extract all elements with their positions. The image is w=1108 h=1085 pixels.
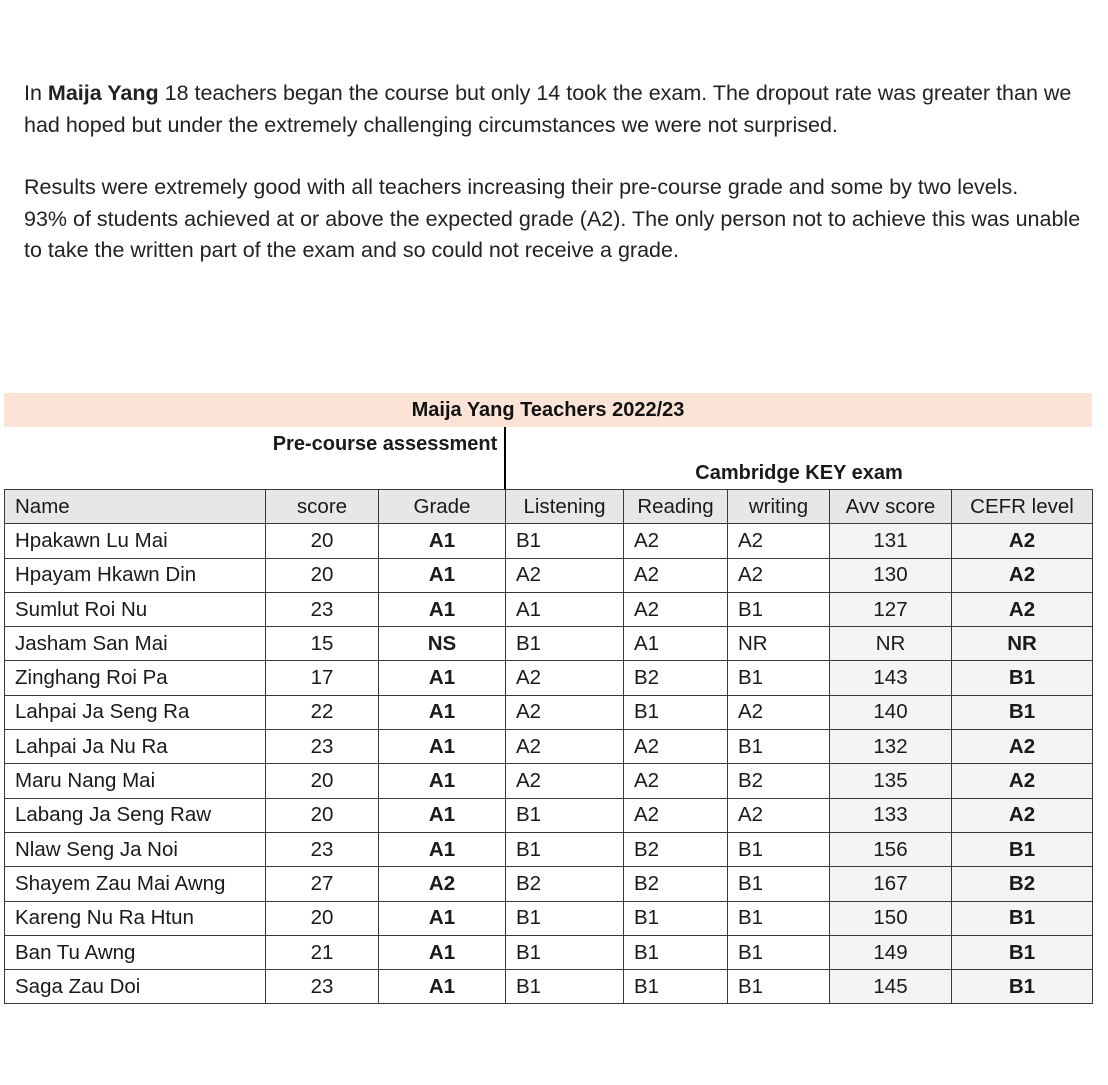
cell-cefr-level: B1 bbox=[952, 832, 1093, 866]
table-row bbox=[5, 627, 1093, 661]
cell-listening: A2 bbox=[506, 558, 624, 592]
cell-name: Ban Tu Awng bbox=[5, 935, 266, 969]
table-row bbox=[5, 558, 1093, 592]
cell-writing: B1 bbox=[728, 935, 830, 969]
intro-paragraph-2: Results were extremely good with all teachers increasing their pre-course grade and some by two levels. bbox=[24, 175, 1019, 199]
cell-cefr-level: B1 bbox=[952, 935, 1093, 969]
table-row bbox=[5, 970, 1093, 1004]
school-name: Maija Yang bbox=[47, 81, 159, 105]
table-row bbox=[5, 592, 1093, 626]
cell-grade: A1 bbox=[379, 798, 506, 832]
cell-grade: A1 bbox=[379, 901, 506, 935]
cell-name: Jasham San Mai bbox=[5, 627, 266, 661]
cell-score: 15 bbox=[266, 627, 379, 661]
cell-grade: A1 bbox=[379, 970, 506, 1004]
cell-writing: A2 bbox=[728, 695, 830, 729]
cell-cefr-level: A2 bbox=[952, 592, 1093, 626]
cell-score: 20 bbox=[266, 901, 379, 935]
table-row bbox=[5, 901, 1093, 935]
cell-score: 23 bbox=[266, 730, 379, 764]
cell-score: 20 bbox=[266, 524, 379, 558]
cell-avv-score: 149 bbox=[830, 935, 952, 969]
cell-listening: A2 bbox=[506, 730, 624, 764]
cell-writing: B1 bbox=[728, 832, 830, 866]
cell-grade: A1 bbox=[379, 592, 506, 626]
cell-reading: B2 bbox=[624, 867, 728, 901]
cell-grade: A2 bbox=[379, 867, 506, 901]
cell-grade: A1 bbox=[379, 558, 506, 592]
cell-grade: A1 bbox=[379, 695, 506, 729]
cell-score: 17 bbox=[266, 661, 379, 695]
cell-writing: B1 bbox=[728, 970, 830, 1004]
cell-listening: A1 bbox=[506, 592, 624, 626]
cell-cefr-level: NR bbox=[952, 627, 1093, 661]
cell-avv-score: 130 bbox=[830, 558, 952, 592]
results-sheet bbox=[4, 393, 1092, 1004]
intro-p1-post: 18 teachers began the course but only 14 took the exam. The dropout rate was greater than we had hoped but under the extremely challenging circumstances we were not surprised. bbox=[24, 81, 1072, 137]
cell-reading: A2 bbox=[624, 764, 728, 798]
table-row bbox=[5, 695, 1093, 729]
column-header-grade: Grade bbox=[379, 490, 506, 524]
cell-name: Saga Zau Doi bbox=[5, 970, 266, 1004]
cell-cefr-level: A2 bbox=[952, 764, 1093, 798]
cell-avv-score: 143 bbox=[830, 661, 952, 695]
cell-listening: B1 bbox=[506, 970, 624, 1004]
cell-cefr-level: B1 bbox=[952, 970, 1093, 1004]
column-header-score: score bbox=[266, 490, 379, 524]
table-row bbox=[5, 798, 1093, 832]
cell-avv-score: 167 bbox=[830, 867, 952, 901]
cell-name: Lahpai Ja Seng Ra bbox=[5, 695, 266, 729]
cell-grade: A1 bbox=[379, 832, 506, 866]
cell-name: Sumlut Roi Nu bbox=[5, 592, 266, 626]
cell-reading: B1 bbox=[624, 901, 728, 935]
cell-name: Kareng Nu Ra Htun bbox=[5, 901, 266, 935]
cell-writing: B1 bbox=[728, 730, 830, 764]
cell-avv-score: NR bbox=[830, 627, 952, 661]
cell-cefr-level: A2 bbox=[952, 798, 1093, 832]
cell-grade: A1 bbox=[379, 524, 506, 558]
cell-listening: A2 bbox=[506, 764, 624, 798]
intro-paragraph-3: 93% of students achieved at or above the expected grade (A2). The only person not to achieve this was unable to take the written part of the exam and so could not receive a grade. bbox=[24, 206, 1081, 262]
cell-listening: B2 bbox=[506, 867, 624, 901]
cell-score: 27 bbox=[266, 867, 379, 901]
column-header-reading: Reading bbox=[624, 490, 728, 524]
cell-grade: NS bbox=[379, 627, 506, 661]
cell-writing: NR bbox=[728, 627, 830, 661]
cell-name: Shayem Zau Mai Awng bbox=[5, 867, 266, 901]
table-row bbox=[5, 730, 1093, 764]
column-header-writing: writing bbox=[728, 490, 830, 524]
group-header-row bbox=[4, 427, 1092, 489]
cell-listening: B1 bbox=[506, 798, 624, 832]
intro-paragraph-1 bbox=[24, 78, 1084, 141]
table-row bbox=[5, 935, 1093, 969]
table-body bbox=[5, 524, 1093, 1004]
cell-score: 23 bbox=[266, 592, 379, 626]
cell-writing: A2 bbox=[728, 524, 830, 558]
table-row bbox=[5, 764, 1093, 798]
cell-listening: A2 bbox=[506, 695, 624, 729]
header-row bbox=[5, 490, 1093, 524]
cell-reading: A2 bbox=[624, 558, 728, 592]
cell-cefr-level: B2 bbox=[952, 867, 1093, 901]
table-row bbox=[5, 661, 1093, 695]
table-row bbox=[5, 524, 1093, 558]
cell-reading: B2 bbox=[624, 832, 728, 866]
cell-writing: A2 bbox=[728, 558, 830, 592]
cell-cefr-level: B1 bbox=[952, 695, 1093, 729]
cell-grade: A1 bbox=[379, 764, 506, 798]
cell-score: 23 bbox=[266, 970, 379, 1004]
cell-avv-score: 156 bbox=[830, 832, 952, 866]
cell-cefr-level: B1 bbox=[952, 661, 1093, 695]
cell-reading: B1 bbox=[624, 935, 728, 969]
cell-cefr-level: B1 bbox=[952, 901, 1093, 935]
cell-listening: B1 bbox=[506, 832, 624, 866]
column-header-listening: Listening bbox=[506, 490, 624, 524]
cell-reading: B1 bbox=[624, 695, 728, 729]
cell-reading: A1 bbox=[624, 627, 728, 661]
cell-score: 22 bbox=[266, 695, 379, 729]
cell-grade: A1 bbox=[379, 661, 506, 695]
cell-name: Maru Nang Mai bbox=[5, 764, 266, 798]
paragraph-gap bbox=[24, 141, 1084, 172]
cell-writing: B1 bbox=[728, 592, 830, 626]
table-title: Maija Yang Teachers 2022/23 bbox=[4, 393, 1092, 427]
table-row bbox=[5, 867, 1093, 901]
cell-avv-score: 131 bbox=[830, 524, 952, 558]
cell-score: 20 bbox=[266, 798, 379, 832]
cell-avv-score: 140 bbox=[830, 695, 952, 729]
cell-writing: B1 bbox=[728, 867, 830, 901]
column-header-cefr-level: CEFR level bbox=[952, 490, 1093, 524]
cell-grade: A1 bbox=[379, 935, 506, 969]
group-cambridge: Cambridge KEY exam bbox=[695, 462, 903, 484]
cell-score: 21 bbox=[266, 935, 379, 969]
cell-reading: B1 bbox=[624, 970, 728, 1004]
cell-score: 20 bbox=[266, 558, 379, 592]
cell-cefr-level: A2 bbox=[952, 558, 1093, 592]
cell-avv-score: 133 bbox=[830, 798, 952, 832]
cell-listening: B1 bbox=[506, 935, 624, 969]
cell-writing: A2 bbox=[728, 798, 830, 832]
intro-text bbox=[24, 78, 1084, 267]
cell-writing: B1 bbox=[728, 661, 830, 695]
cell-avv-score: 150 bbox=[830, 901, 952, 935]
column-header-name: Name bbox=[5, 490, 266, 524]
table-header bbox=[5, 490, 1093, 524]
cell-name: Hpayam Hkawn Din bbox=[5, 558, 266, 592]
group-pre-course: Pre-course assessment bbox=[272, 433, 498, 455]
cell-reading: B2 bbox=[624, 661, 728, 695]
cell-writing: B2 bbox=[728, 764, 830, 798]
cell-cefr-level: A2 bbox=[952, 524, 1093, 558]
cell-cefr-level: A2 bbox=[952, 730, 1093, 764]
cell-listening: A2 bbox=[506, 661, 624, 695]
cell-listening: B1 bbox=[506, 901, 624, 935]
results-table bbox=[4, 489, 1093, 1004]
cell-score: 20 bbox=[266, 764, 379, 798]
cell-name: Zinghang Roi Pa bbox=[5, 661, 266, 695]
cell-name: Labang Ja Seng Raw bbox=[5, 798, 266, 832]
cell-listening: B1 bbox=[506, 524, 624, 558]
cell-name: Lahpai Ja Nu Ra bbox=[5, 730, 266, 764]
cell-listening: B1 bbox=[506, 627, 624, 661]
cell-writing: B1 bbox=[728, 901, 830, 935]
cell-score: 23 bbox=[266, 832, 379, 866]
cell-reading: A2 bbox=[624, 592, 728, 626]
table-row bbox=[5, 832, 1093, 866]
cell-avv-score: 145 bbox=[830, 970, 952, 1004]
cell-avv-score: 135 bbox=[830, 764, 952, 798]
cell-avv-score: 127 bbox=[830, 592, 952, 626]
column-header-avv-score: Avv score bbox=[830, 490, 952, 524]
cell-reading: A2 bbox=[624, 798, 728, 832]
cell-grade: A1 bbox=[379, 730, 506, 764]
cell-reading: A2 bbox=[624, 524, 728, 558]
cell-name: Nlaw Seng Ja Noi bbox=[5, 832, 266, 866]
cell-name: Hpakawn Lu Mai bbox=[5, 524, 266, 558]
cell-avv-score: 132 bbox=[830, 730, 952, 764]
cell-reading: A2 bbox=[624, 730, 728, 764]
intro-p1-pre: In bbox=[24, 81, 48, 105]
